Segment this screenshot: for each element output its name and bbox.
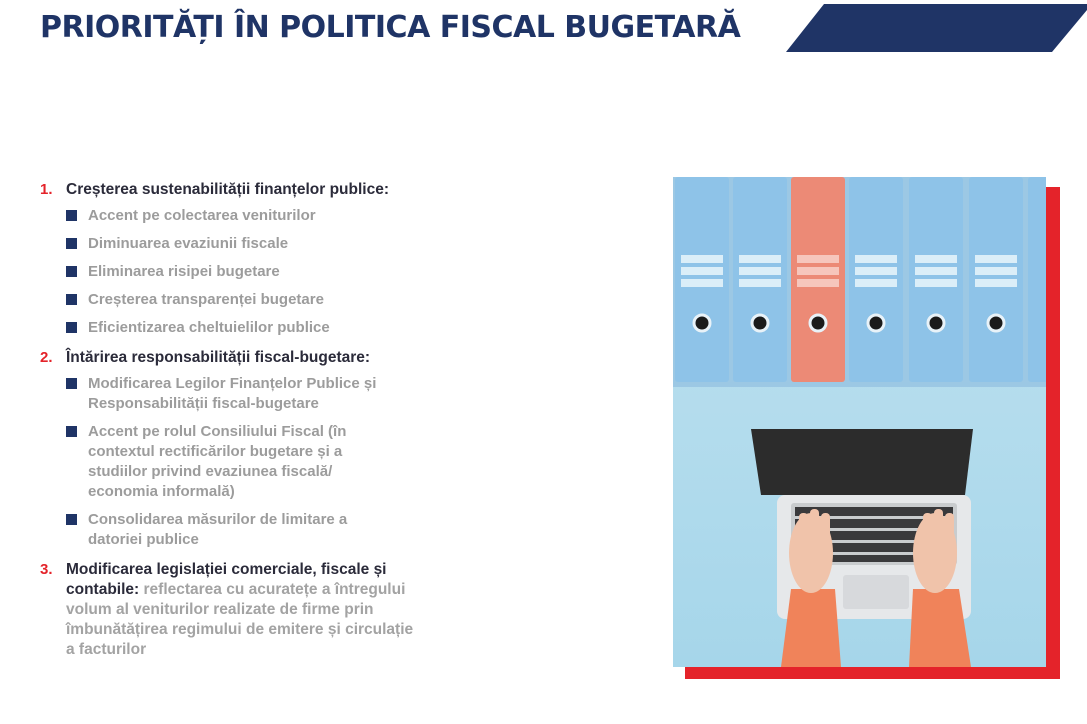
square-bullet-icon: [66, 378, 77, 389]
page-title: PRIORITĂȚI ÎN POLITICA FISCAL BUGETARĂ: [40, 10, 741, 45]
list-item: Eficientizarea cheltuielilor publice: [66, 318, 440, 338]
list-item: Modificarea Legilor Finanțelor Publice și Responsabilității fiscal-bugetare: [66, 374, 440, 414]
list-item: Accent pe colectarea veniturilor: [66, 206, 440, 226]
square-bullet-icon: [66, 210, 77, 221]
square-bullet-icon: [66, 514, 77, 525]
square-bullet-icon: [66, 294, 77, 305]
priority-heading: Modificarea legislației comerciale, fiscale și contabile:: [66, 561, 387, 598]
priority-description: reflectarea cu acuratețe a întregului volum al veniturilor realizate de firme prin îmbunătățirea regimului de emitere și circulație a facturilor: [66, 581, 414, 658]
priority-heading: Creșterea sustenabilității finanțelor publice:: [66, 181, 389, 198]
priority-item-3: [40, 560, 440, 660]
list-item: Eliminarea risipei bugetare: [66, 262, 440, 282]
priority-subitems: [66, 374, 440, 550]
square-bullet-icon: [66, 426, 77, 437]
binders-laptop-illustration: [673, 177, 1046, 667]
list-item: Diminuarea evaziunii fiscale: [66, 234, 440, 254]
square-bullet-icon: [66, 322, 77, 333]
square-bullet-icon: [66, 238, 77, 249]
priorities-list: [40, 180, 440, 670]
priority-heading: Întărirea responsabilității fiscal-bugetare:: [66, 349, 371, 366]
list-item: Accent pe rolul Consiliului Fiscal (în contextul rectificărilor bugetare și a studiilor privind evaziunea fiscală/ economia informală): [66, 422, 440, 502]
priority-number: 2.: [40, 349, 53, 366]
photo-binders-laptop-image: [673, 177, 1046, 667]
priority-subitems: [66, 206, 440, 338]
priority-number: 3.: [40, 561, 53, 578]
priority-text: [66, 560, 416, 660]
title-accent-band: [786, 4, 1087, 52]
list-item: Consolidarea măsurilor de limitare a datoriei publice: [66, 510, 440, 550]
list-item: Creșterea transparenței bugetare: [66, 290, 440, 310]
square-bullet-icon: [66, 266, 77, 277]
priority-number: 1.: [40, 181, 53, 198]
illustration: [673, 177, 1060, 679]
priority-item-2: [40, 348, 440, 550]
priority-item-1: [40, 180, 440, 338]
